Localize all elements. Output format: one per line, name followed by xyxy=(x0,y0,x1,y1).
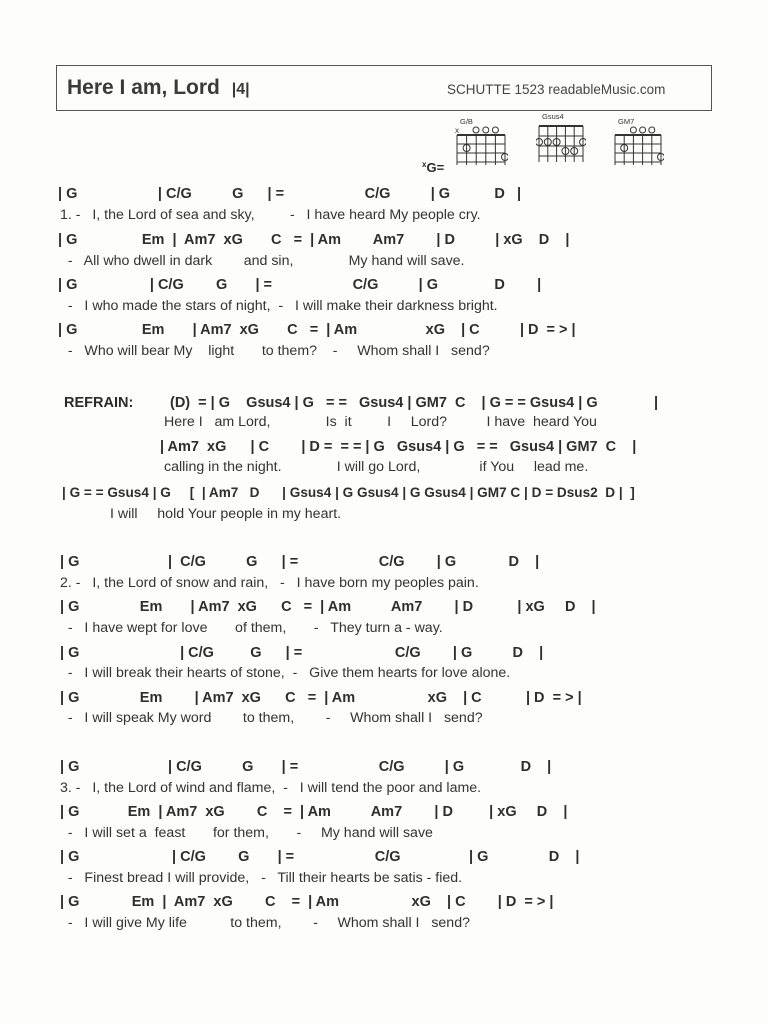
verse1-lyrics-3 xyxy=(0,298,768,318)
song-title-text: Here I am, Lord xyxy=(67,76,220,99)
lyric-line: - I will speak My word to them, - Whom shall I send? xyxy=(60,710,483,726)
verse1-chords-3 xyxy=(0,277,768,297)
chord-line: | G | C/G G | = C/G | G D | xyxy=(60,554,540,570)
chord-line: | G Em | Am7 xG C = | Am Am7 | D | xG D | xyxy=(60,804,568,820)
verse3-lyrics-1 xyxy=(0,780,768,800)
verse1-chords-2 xyxy=(0,232,768,252)
chord-diagram-name: GM7 xyxy=(618,117,635,126)
verse3-chords-2 xyxy=(0,804,768,824)
chord-line: | G | C/G G | = C/G | G D | xyxy=(60,645,544,661)
verse3-chords-4 xyxy=(0,894,768,914)
refrain-label: REFRAIN: xyxy=(64,395,134,411)
chord-line: | G Em | Am7 xG C = | Am xG | C | D = > | xyxy=(58,322,576,338)
chord-line: | G | C/G G | = C/G | G D | xyxy=(58,277,542,293)
lyric-line: - Finest bread I will provide, - Till their hearts be satis - fied. xyxy=(60,870,463,886)
lyric-line: - I will set a feast for them, - My hand will save xyxy=(60,825,433,841)
verse1-chords-4 xyxy=(0,322,768,342)
g-chord-label: G= xyxy=(426,160,445,175)
svg-text:x: x xyxy=(455,126,459,135)
title-box xyxy=(56,65,712,111)
verse2-chords-2 xyxy=(0,599,768,619)
page-number: |4| xyxy=(231,81,250,98)
lyric-line: 2. - I, the Lord of snow and rain, - I have born my peoples pain. xyxy=(60,575,479,591)
refrain-lyrics-1 xyxy=(0,414,768,434)
verse3-lyrics-2 xyxy=(0,825,768,845)
verse2-lyrics-3 xyxy=(0,665,768,685)
chord-line: | G | C/G G | = C/G | G D | xyxy=(60,759,552,775)
chord-diagram-name: Gsus4 xyxy=(542,112,564,121)
chord-diagram-name: G/B xyxy=(460,117,473,126)
chord-line: | G Em | Am7 xG C = | Am xG | C | D = > | xyxy=(60,690,582,706)
gsus4-fretboard-icon xyxy=(536,120,586,166)
verse2-lyrics-4 xyxy=(0,710,768,730)
chord-diagram-gm7 xyxy=(612,117,664,174)
chord-line: | Am7 xG | C | D = = = | G Gsus4 | G = = Gsus4 | GM7 C | xyxy=(160,439,637,455)
lyric-line: - All who dwell in dark and sin, My hand will save. xyxy=(60,253,465,269)
verse3-lyrics-4 xyxy=(0,915,768,935)
composer-info: SCHUTTE 1523 readableMusic.com xyxy=(447,82,666,97)
lyric-line: - I will give My life to them, - Whom shall I send? xyxy=(60,915,470,931)
lyric-line: I will hold Your people in my heart. xyxy=(110,506,342,522)
chord-line: | G | C/G G | = C/G | G D | xyxy=(58,186,522,202)
lyric-line: - Who will bear My light to them? - Whom shall I send? xyxy=(60,343,490,359)
refrain-chords-3 xyxy=(0,485,768,505)
verse2-lyrics-2 xyxy=(0,620,768,640)
verse1-lyrics-1 xyxy=(0,207,768,227)
gm7-fretboard-icon xyxy=(612,125,664,169)
chord-line: | G = = Gsus4 | G [ | Am7 D | Gsus4 | G Gsus4 | G Gsus4 | GM7 C | D = Dsus2 D | ] xyxy=(62,485,635,500)
refrain-lyrics-3 xyxy=(0,506,768,526)
g-chord-reference: $^x$G= xyxy=(422,160,445,175)
verse3-chords-1 xyxy=(0,759,768,779)
chord-line: | G Em | Am7 xG C = | Am Am7 | D | xG D | xyxy=(60,599,596,615)
song-title xyxy=(67,76,250,100)
g-b-fretboard-icon xyxy=(454,125,508,169)
chord-line: | G Em | Am7 xG C = | Am Am7 | D | xG D | xyxy=(58,232,570,248)
refrain-lyrics-2 xyxy=(0,459,768,479)
chord-diagram-gsus4 xyxy=(536,112,586,171)
lyric-line: calling in the night. I will go Lord, if You lead me. xyxy=(164,459,589,475)
verse1-chords-1 xyxy=(0,186,768,206)
chord-line: (D) = | G Gsus4 | G = = Gsus4 | GM7 C | G = = Gsus4 | G | xyxy=(170,395,659,411)
lyric-line: 1. - I, the Lord of sea and sky, - I have heard My people cry. xyxy=(60,207,481,223)
chord-line: | G Em | Am7 xG C = | Am xG | C | D = > | xyxy=(60,894,554,910)
refrain-chords-1 xyxy=(0,395,768,415)
verse2-chords-3 xyxy=(0,645,768,665)
chord-diagram-g-b xyxy=(454,117,508,174)
verse2-lyrics-1 xyxy=(0,575,768,595)
verse3-lyrics-3 xyxy=(0,870,768,890)
verse2-chords-4 xyxy=(0,690,768,710)
lyric-line: - I have wept for love of them, - They turn a - way. xyxy=(60,620,443,636)
lyric-line: 3. - I, the Lord of wind and flame, - I will tend the poor and lame. xyxy=(60,780,482,796)
verse1-lyrics-2 xyxy=(0,253,768,273)
lyric-line: - I will break their hearts of stone, - Give them hearts for love alone. xyxy=(60,665,511,681)
verse2-chords-1 xyxy=(0,554,768,574)
lyric-line: Here I am Lord, Is it I Lord? I have heard You xyxy=(164,414,597,430)
verse1-lyrics-4 xyxy=(0,343,768,363)
refrain-chords-2 xyxy=(0,439,768,459)
lyric-line: - I who made the stars of night, - I will make their darkness bright. xyxy=(60,298,498,314)
verse3-chords-3 xyxy=(0,849,768,869)
chord-line: | G | C/G G | = C/G | G D | xyxy=(60,849,580,865)
